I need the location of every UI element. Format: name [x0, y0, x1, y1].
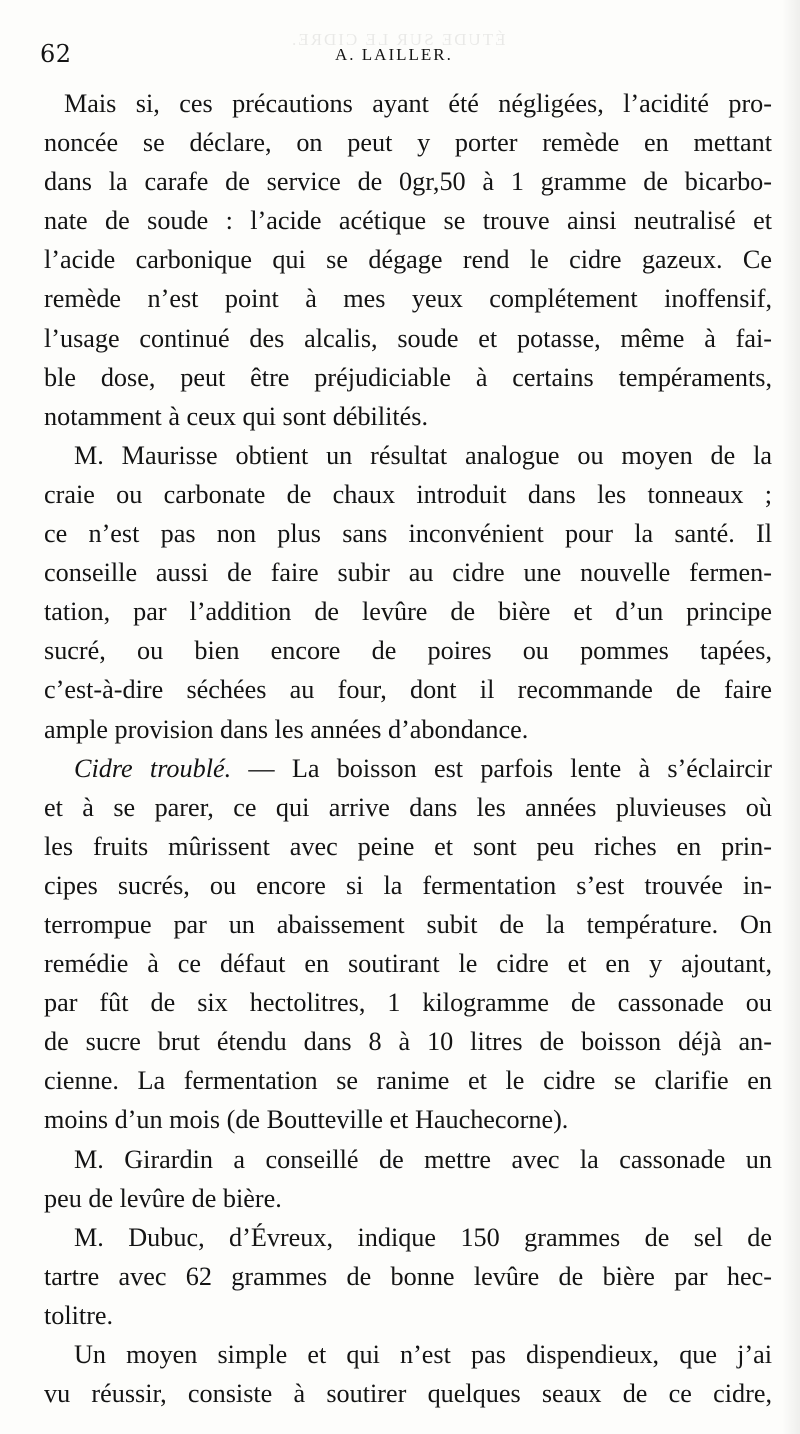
- text-line: l’usage continué des alcalis, soude et potasse, même à fai-: [44, 323, 772, 353]
- page-header: [40, 40, 760, 80]
- text-line: Un moyen simple et qui n’est pas dispendieux, que j’ai: [74, 1340, 772, 1369]
- text-line: noncée se déclare, on peut y porter remède en mettant: [44, 128, 772, 158]
- text-line: moins d’un mois (de Boutteville et Hauchecorne).: [44, 1105, 569, 1135]
- text-line: remède n’est point à mes yeux complétement inoffensif,: [44, 284, 772, 314]
- text-line: vu réussir, consiste à soutirer quelques seaux de ce cidre,: [44, 1379, 772, 1409]
- page-edge-shadow: [782, 0, 800, 1434]
- text-line: M. Dubuc, d’Évreux, indique 150 grammes de sel de: [74, 1222, 772, 1252]
- text-line: tolitre.: [44, 1300, 114, 1330]
- text-line: c’est-à-dire séchées au four, dont il recommande de faire: [44, 675, 772, 705]
- text-line: ample provision dans les années d’abondance.: [44, 714, 529, 744]
- text-line: tartre avec 62 grammes de bonne levûre de bière par hec-: [44, 1261, 772, 1291]
- text-line: et à se parer, ce qui arrive dans les années pluvieuses où: [44, 792, 772, 822]
- text-line: conseille aussi de faire subir au cidre une nouvelle fermen-: [44, 558, 772, 588]
- text-line: cienne. La fermentation se ranime et le cidre se clarifie en: [44, 1066, 772, 1096]
- body-text: [44, 84, 772, 1413]
- page-number: 62: [40, 40, 72, 68]
- running-head: A. LAILLER.: [335, 45, 453, 64]
- text-line: ble dose, peut être préjudiciable à certains tempéraments,: [44, 362, 772, 392]
- text-line: notamment à ceux qui sont débilités.: [44, 401, 429, 431]
- text-line: dans la carafe de service de 0gr,50 à 1 gramme de bicarbo-: [44, 167, 772, 197]
- text-line-with-heading: [74, 749, 772, 788]
- text-line: sucré, ou bien encore de poires ou pommes tapées,: [44, 636, 772, 666]
- text-line: les fruits mûrissent avec peine et sont peu riches en prin-: [44, 831, 772, 861]
- text-line: cipes sucrés, ou encore si la fermentation s’est trouvée in-: [44, 870, 772, 900]
- text-line: craie ou carbonate de chaux introduit dans les tonneaux ;: [44, 479, 772, 509]
- show-through-text: ÉTUDE SUR LE CIDRE.: [290, 30, 506, 49]
- text-line-remainder: — La boisson est parfois lente à s’éclaircir: [248, 753, 772, 783]
- text-line: peu de levûre de bière.: [44, 1183, 282, 1213]
- section-heading: Cidre troublé.: [74, 753, 232, 783]
- text-line: Mais si, ces précautions ayant été négligées, l’acidité pro-: [64, 89, 772, 118]
- text-line: remédie à ce défaut en soutirant le cidre et en y ajoutant,: [44, 949, 772, 979]
- text-line: par fût de six hectolitres, 1 kilogramme de cassonade ou: [44, 988, 772, 1018]
- text-line: tation, par l’addition de levûre de bière et d’un principe: [44, 597, 772, 627]
- text-line: de sucre brut étendu dans 8 à 10 litres de boisson déjà an-: [44, 1027, 772, 1057]
- text-line: M. Girardin a conseillé de mettre avec la cassonade un: [74, 1144, 772, 1174]
- text-line: l’acide carbonique qui se dégage rend le cidre gazeux. Ce: [44, 245, 772, 275]
- text-line: terrompue par un abaissement subit de la température. On: [44, 909, 772, 939]
- text-line: ce n’est pas non plus sans inconvénient pour la santé. Il: [44, 519, 772, 549]
- text-line: nate de soude : l’acide acétique se trouve ainsi neutralisé et: [44, 206, 772, 236]
- text-line: M. Maurisse obtient un résultat analogue ou moyen de la: [74, 440, 772, 470]
